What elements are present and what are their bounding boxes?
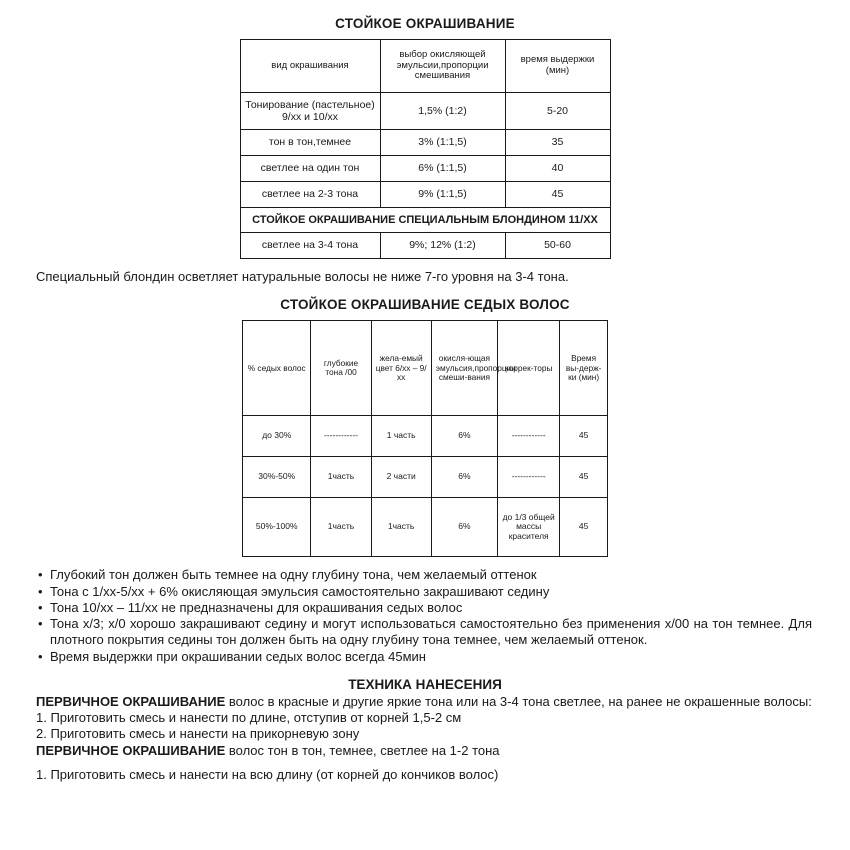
table1-cell: 1,5% (1:2) xyxy=(380,93,505,130)
technique-block-2 xyxy=(36,743,812,759)
table1-cell: светлее на один тон xyxy=(240,156,380,182)
section2-title: СТОЙКОЕ ОКРАШИВАНИЕ СЕДЫХ ВОЛОС xyxy=(280,297,570,313)
technique-title: ТЕХНИКА НАНЕСЕНИЯ xyxy=(348,676,502,692)
table2-cell: 45 xyxy=(560,498,608,557)
blondin-note: Специальный блондин осветляет натуральные волосы не ниже 7-го уровня на 3-4 тона. xyxy=(36,269,569,284)
table2-cell: ------------ xyxy=(311,416,371,457)
table1-cell: 40 xyxy=(505,156,610,182)
list-item: • Тона с 1/хх-5/хх + 6% окисляющая эмульсия самостоятельно закрашивают седину xyxy=(36,584,812,600)
table-row xyxy=(243,457,608,498)
table2-header-cell: глубокие тона /00 xyxy=(311,321,371,416)
technique-step: 2. Приготовить смесь и нанести на прикорневую зону xyxy=(36,726,360,742)
table1-cell: 45 xyxy=(505,182,610,208)
table2-cell: 6% xyxy=(431,416,497,457)
table1-cell: 35 xyxy=(505,130,610,156)
table2-wrapper xyxy=(20,320,830,557)
table2-header-cell: жела-емый цвет 6/хх – 9/хх xyxy=(371,321,431,416)
bullet-list xyxy=(20,567,830,665)
table1-header-cell: время выдержки (мин) xyxy=(505,40,610,93)
technique-block-1 xyxy=(36,694,812,710)
table2-cell: 6% xyxy=(431,498,497,557)
technique-step: 1. Приготовить смесь и нанести на всю длину (от корней до кончиков волос) xyxy=(36,766,499,782)
list-item: • Время выдержки при окрашивании седых волос всегда 45мин xyxy=(36,649,812,665)
table2-cell: ------------ xyxy=(498,457,560,498)
table2-cell: 1часть xyxy=(371,498,431,557)
table2-cell: 1часть xyxy=(311,498,371,557)
table-row xyxy=(240,156,610,182)
technique-block1-rest: волос в красные и другие яркие тона или на 3-4 тона светлее, на ранее не окрашенные волосы: xyxy=(225,693,812,709)
table1-header-cell: вид окрашивания xyxy=(240,40,380,93)
table2-cell: 1 часть xyxy=(371,416,431,457)
technique-body xyxy=(20,694,830,783)
table1-cell: светлее на 2-3 тона xyxy=(240,182,380,208)
technique-step: 1. Приготовить смесь и нанести по длине, отступив от корней 1,5-2 см xyxy=(36,710,462,725)
table1-band-label: СТОЙКОЕ ОКРАШИВАНИЕ СПЕЦИАЛЬНЫМ БЛОНДИНОМ 11/ХХ xyxy=(240,208,610,233)
table-stoykoe-okrashivanie xyxy=(240,39,611,259)
table1-cell: 9% (1:1,5) xyxy=(380,182,505,208)
table2-cell: ------------ xyxy=(498,416,560,457)
table-header-row xyxy=(243,321,608,416)
technique-block2-bold: ПЕРВИЧНОЕ ОКРАШИВАНИЕ xyxy=(36,742,226,758)
list-item: • Глубокий тон должен быть темнее на одну глубину тона, чем желаемый оттенок xyxy=(36,567,812,583)
table2-cell: 45 xyxy=(560,457,608,498)
table1-header-cell: выбор окисляющей эмульсии,пропорции смешивания xyxy=(380,40,505,93)
table-band-row xyxy=(240,208,610,233)
table1-cell: тон в тон,темнее xyxy=(240,130,380,156)
table-sedye-volosy xyxy=(242,320,608,557)
table2-cell: 45 xyxy=(560,416,608,457)
table2-header-cell: окисля-ющая эмульсия,пропорции смеши-вания xyxy=(431,321,497,416)
table2-cell: 30%-50% xyxy=(243,457,311,498)
list-item: • Тона х/3; х/0 хорошо закрашивают седину и могут использоваться самостоятельно без применения х/00 на тон темнее. Для плотного покрытия седины тон должен быть на одну глубину тона темнее, чем желаемый оттенок. xyxy=(36,616,812,649)
table1-cell: 50-60 xyxy=(505,233,610,259)
table2-cell: 2 части xyxy=(371,457,431,498)
table-row xyxy=(243,498,608,557)
table-row xyxy=(240,182,610,208)
table-row xyxy=(243,416,608,457)
table1-wrapper xyxy=(20,39,830,259)
table1-cell: Тонирование (пастельное) 9/хх и 10/хх xyxy=(240,93,380,130)
table2-header-cell: % седых волос xyxy=(243,321,311,416)
technique-block2-rest: волос тон в тон, темнее, светлее на 1-2 тона xyxy=(225,742,500,758)
table-row xyxy=(240,130,610,156)
table1-cell: 3% (1:1,5) xyxy=(380,130,505,156)
table2-cell: 50%-100% xyxy=(243,498,311,557)
table1-cell: 5-20 xyxy=(505,93,610,130)
table1-cell: 6% (1:1,5) xyxy=(380,156,505,182)
table1-cell: светлее на 3-4 тона xyxy=(240,233,380,259)
table-row xyxy=(240,233,610,259)
table2-cell: 6% xyxy=(431,457,497,498)
table2-cell: до 1/3 общей массы красителя xyxy=(498,498,560,557)
table-header-row xyxy=(240,40,610,93)
table2-header-cell: коррек-торы xyxy=(498,321,560,416)
technique-block1-bold: ПЕРВИЧНОЕ ОКРАШИВАНИЕ xyxy=(36,693,226,709)
table1-cell: 9%; 12% (1:2) xyxy=(380,233,505,259)
table2-cell: 1часть xyxy=(311,457,371,498)
table2-header-cell: Время вы-держ-ки (мин) xyxy=(560,321,608,416)
table2-cell: до 30% xyxy=(243,416,311,457)
list-item: • Тона 10/хх – 11/хх не предназначены для окрашивания седых волос xyxy=(36,600,812,616)
section1-title: СТОЙКОЕ ОКРАШИВАНИЕ xyxy=(335,16,515,31)
table-row xyxy=(240,93,610,130)
